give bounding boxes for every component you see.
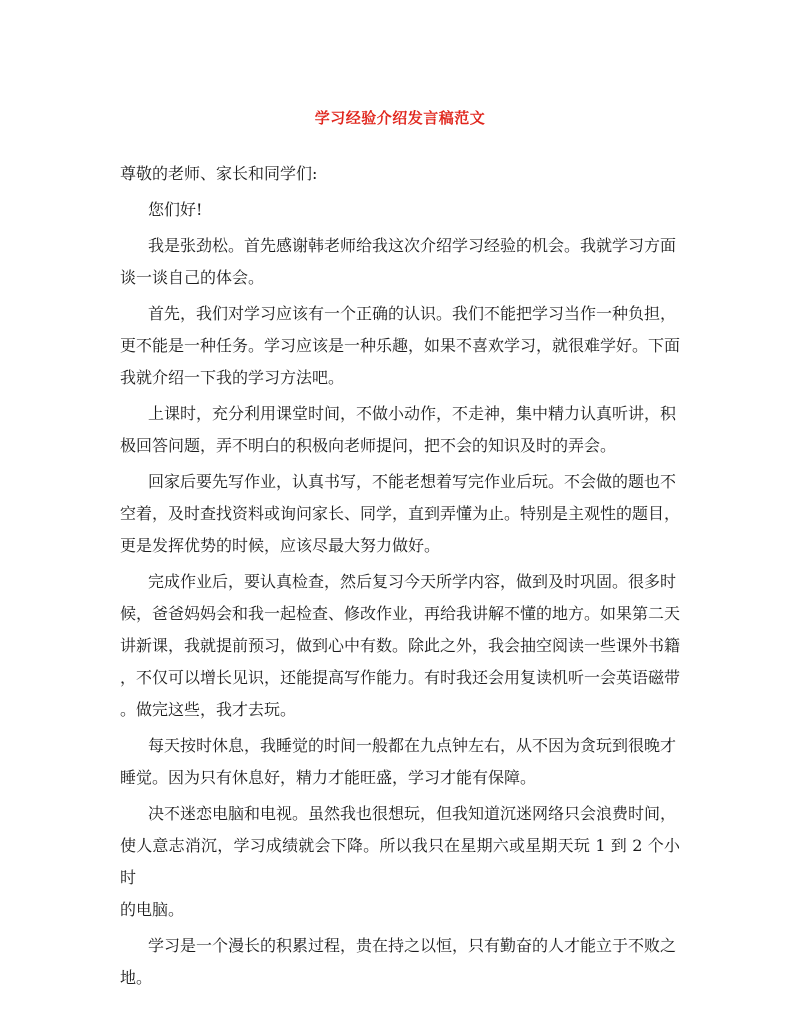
paragraph-greeting: 您们好! bbox=[148, 200, 203, 219]
paragraph-homework: 回家后要先写作业，认真书写，不能老想着写完作业后玩。不会做的题也不 空着，及时查找资料或询问家长、同学，直到弄懂为止。特别是主观性的题目， 更是发挥优势的时候，应该尽最大努力做好。 bbox=[120, 472, 681, 555]
paragraph-in-class: 上课时，充分利用课堂时间，不做小动作，不走神，集中精力认真听讲，积 极回答问题，弄不明白的积极向老师提问，把不会的知识及时的弄会。 bbox=[120, 404, 677, 455]
paragraph-conclusion: 学习是一个漫长的积累过程，贵在持之以恒，只有勤奋的人才能立于不败之 地。 bbox=[120, 936, 677, 987]
paragraph-rest: 每天按时休息，我睡觉的时间一般都在九点钟左右，从不因为贪玩到很晚才 睡觉。因为只有休息好，精力才能旺盛，学习才能有保障。 bbox=[120, 736, 677, 787]
paragraph-review: 完成作业后，要认真检查，然后复习今天所学内容，做到及时巩固。很多时 候，爸爸妈妈会和我一起检查、修改作业，再给我讲解不懂的地方。如果第二天 讲新课，我就提前预习，做到心中有数。除此之外，我会抽空阅读一些课外书籍 ，不仅可以增长见识，还能提高写作能力。有时我还会用复读机听一会英语磁带 。做完这些，我才去玩。 bbox=[120, 572, 681, 719]
document-body bbox=[120, 158, 680, 998]
paragraph-no-distraction: 决不迷恋电脑和电视。虽然我也很想玩，但我知道沉迷网络只会浪费时间， 使人意志消沉，学习成绩就会下降。所以我只在星期六或星期天玩 1 到 2 个小时 的电脑。 bbox=[120, 804, 680, 919]
document-title: 学习经验介绍发言稿范文 bbox=[314, 109, 486, 127]
paragraph-attitude: 首先，我们对学习应该有一个正确的认识。我们不能把学习当作一种负担， 更不能是一种任务。学习应该是一种乐趣，如果不喜欢学习，就很难学好。下面 我就介绍一下我的学习方法吧。 bbox=[120, 304, 681, 387]
paragraph-introduction: 我是张劲松。首先感谢韩老师给我这次介绍学习经验的机会。我就学习方面 谈一谈自己的体会。 bbox=[120, 236, 677, 287]
salutation: 尊敬的老师、家长和同学们: bbox=[120, 164, 318, 183]
